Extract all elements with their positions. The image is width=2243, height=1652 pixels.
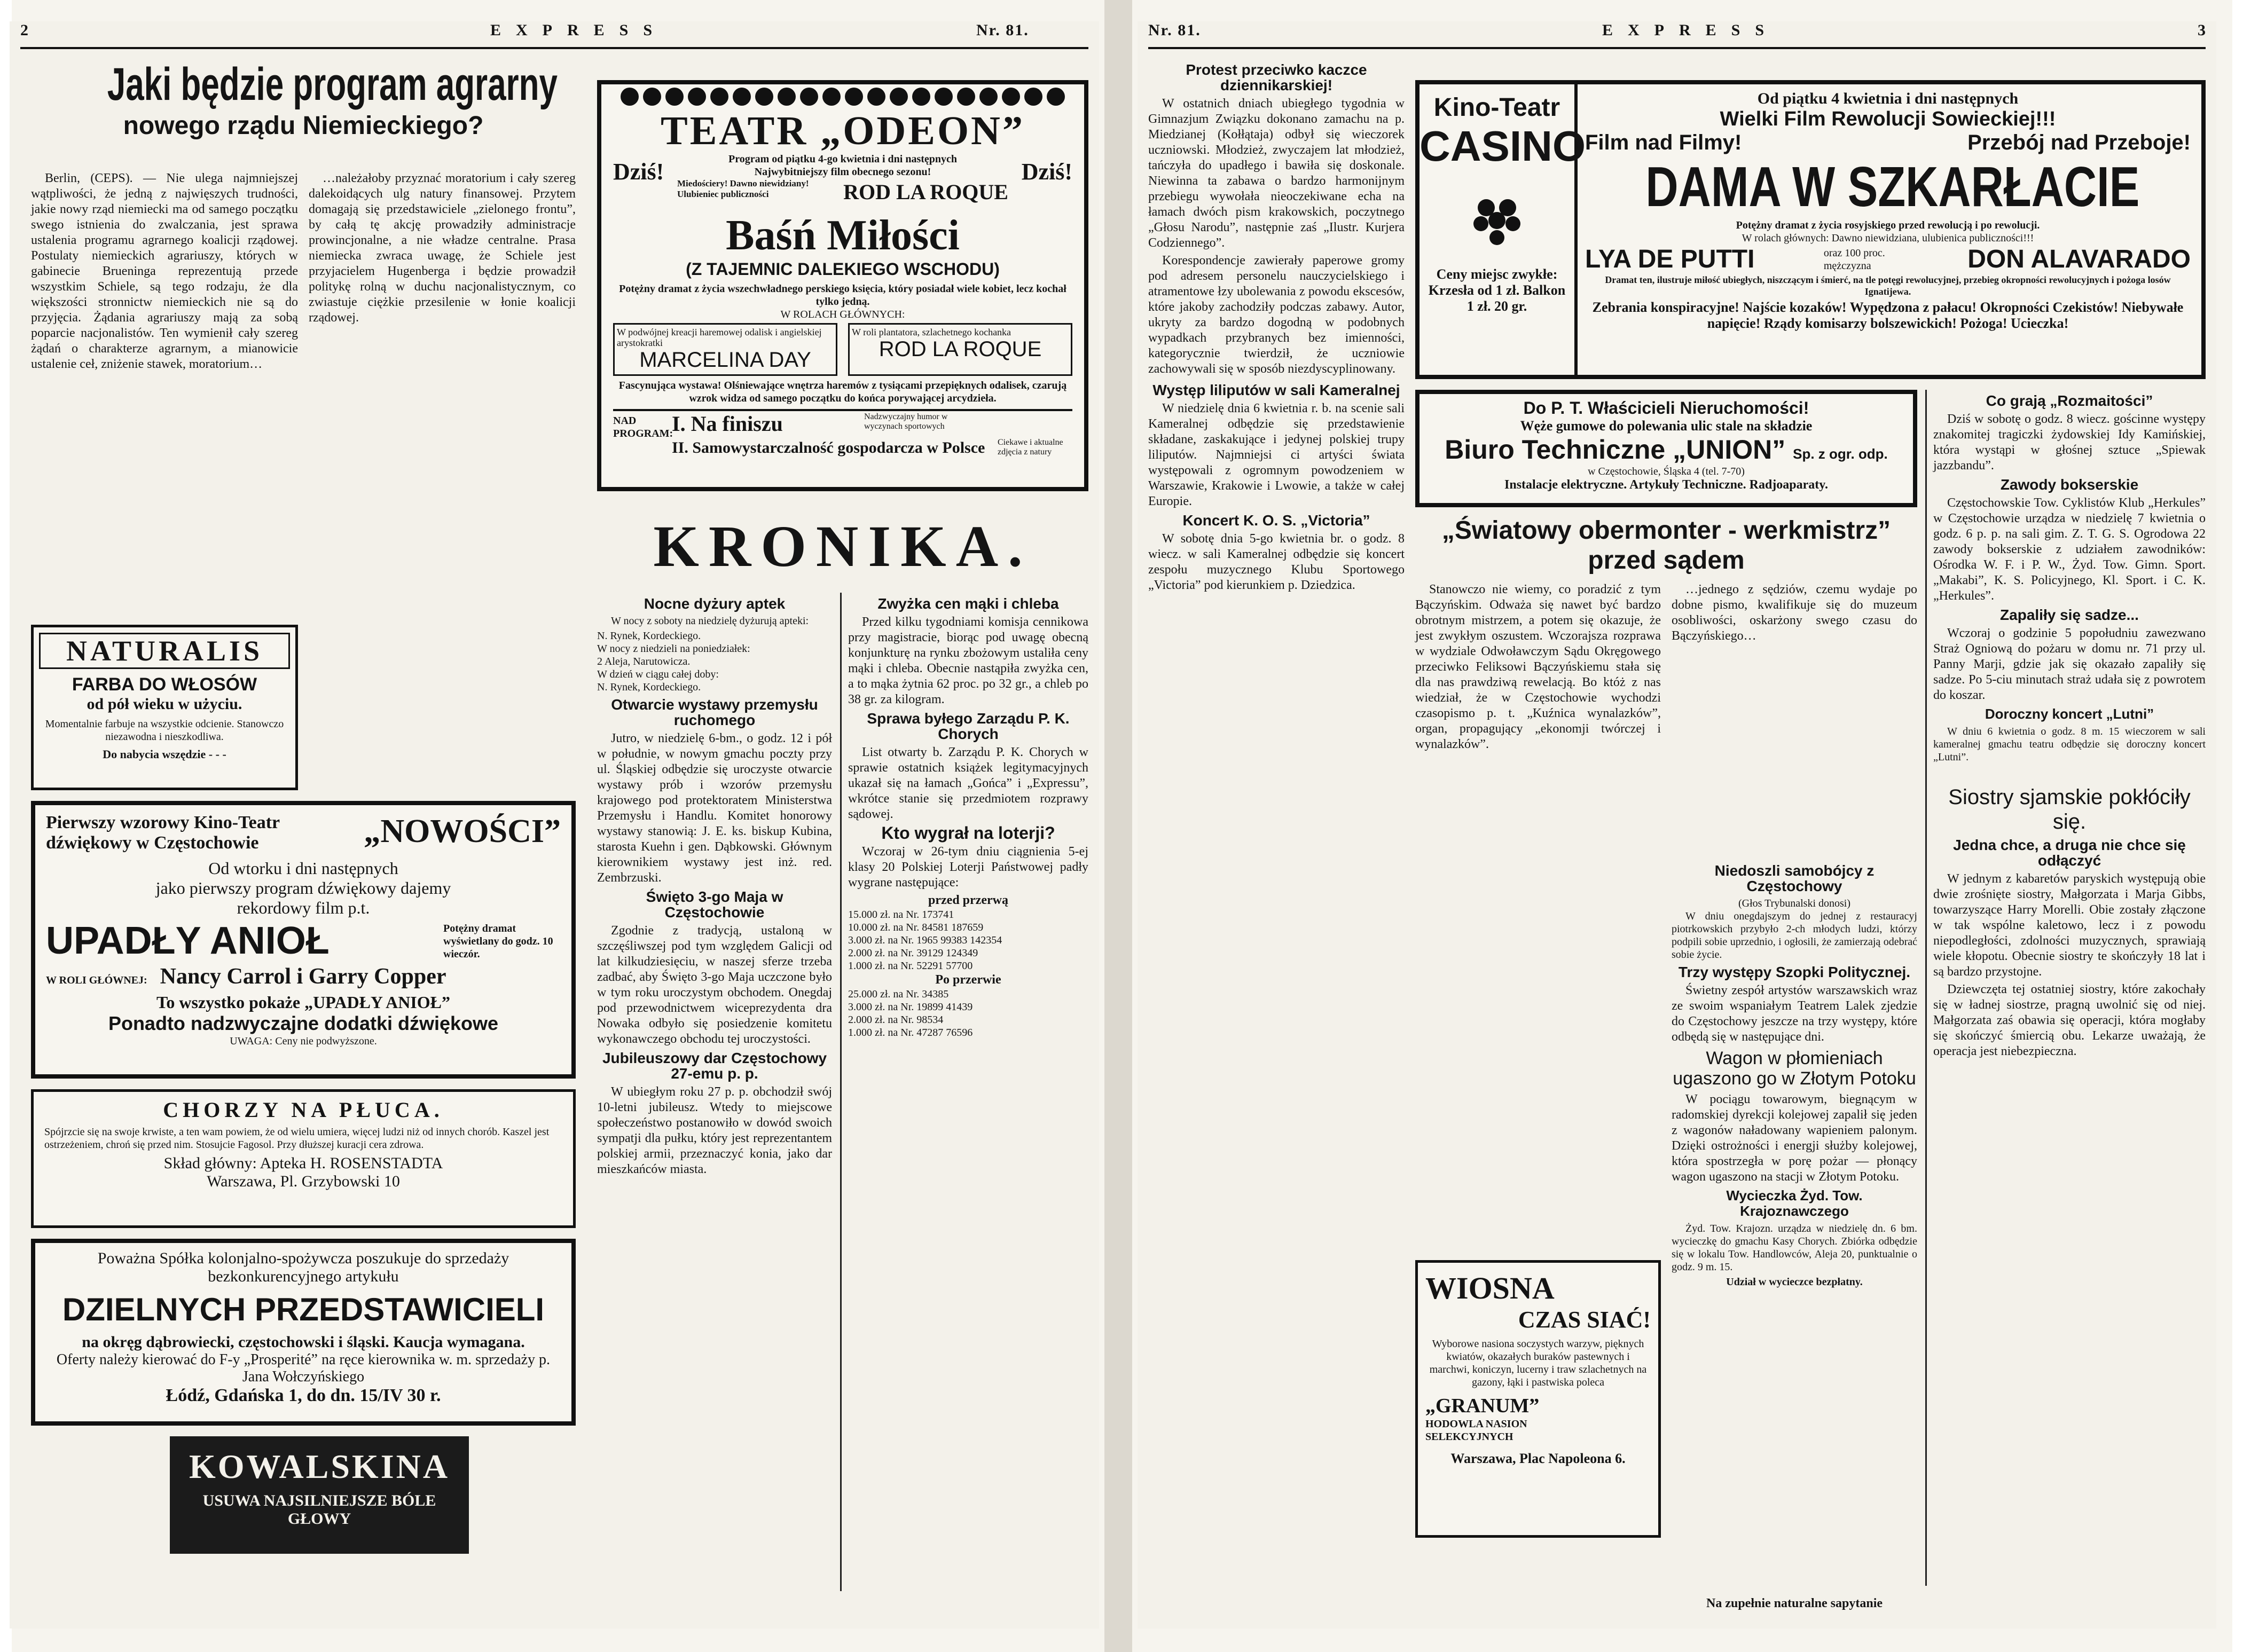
section-heading: Kto wygrał na loterji? xyxy=(881,823,1055,843)
article-text: …należałoby przyznać moratorium i cały szereg dalekoidących ulg natury finansowej. Przytem domagają się przedstawiciele „zielonego frontu”, by całą tę akcję prowadziły administracje prowincjonalne, a nie władze centralne. Prasa niemiecka zwraca uwagę, że Schiele jest przyjacielem Hugenberga i będzie prowadził politykę rolną w duchu nacjonalistycznym, co zwiastuje ciężkie przesilenie w łonie koalicji rządowej. xyxy=(309,171,576,325)
lottery-list xyxy=(848,908,1088,972)
article-text: W sobotę dnia 5-go kwietnia br. o godz. 8 wiecz. w sali Kameralnej odbędzie się koncert zespołu muzycznego Klubu Sportowego „Victoria” pod kierunkiem p. Dziedzica. xyxy=(1148,532,1405,592)
naturalis-ad xyxy=(31,625,298,790)
left-page xyxy=(10,21,1099,1629)
ad-body: Momentalnie farbuje na wszystkie odcienie. Stanowczo niezawodna i nieszkodliwa. xyxy=(45,718,284,743)
dot-ornament xyxy=(845,88,863,106)
section-heading: Koncert K. O. S. „Victoria” xyxy=(1182,512,1370,529)
today-left: Dziś! xyxy=(613,159,664,185)
dot-ornament xyxy=(912,88,930,106)
article-text: W jednym z kabaretów paryskich występują obie dwie zrośnięte siostry, Małgorzata i Marja Gibbs, towarzyszące Harry Morelli. Obie zostały złączone w tak wspólne kaletowo, lecz i z powodu niepodległości, zdolności muzycznych, sprawiają wiele kłopotu. Obecnie siostry te skończyły 18 lat i są bardzo przystojne. xyxy=(1933,872,2206,979)
head-rule xyxy=(20,47,1088,49)
dot-ornament xyxy=(665,88,684,106)
nowosci-ad xyxy=(31,801,576,1079)
role-name: ROD LA ROQUE xyxy=(879,337,1042,361)
section-heading: Doroczny koncert „Lutni” xyxy=(1985,706,2154,722)
article-text: Stanowczo nie wiemy, co poradzić z tym Bączyńskim. Odważa się nawet być bardzo obrotnym mistrzem, a potem się okazuje, że jest zwykłym oszustem. Wczorajsza rozprawa w wydziale Odwoławczym Sądu Okręgowego przeciwko Feliksowi Bączyńskiemu stała się dla nas prawdziwą rewelacją. Bo któż z nas wiedział, że w Częstochowie wychodzi czasopismo p. t. „Kuźnica wynalazków”, organ, propagujący „ekonomji twórczej i wynalazków”. xyxy=(1415,583,1661,751)
ad-brand: NATURALIS xyxy=(39,633,290,669)
lottery-subhead: Po przerwie xyxy=(935,973,1001,987)
article-text: W dniu onegdajszym do jednej z restauracyj piotrkowskich przybyło 2-ch młodych ludzi, którzy podpili sobie uprzednio, i ogłosili, że zamierzają odebrać sobie życie. xyxy=(1672,910,1917,961)
film-slogans: Zebrania konspiracyjne! Najście kozaków! Wypędzona z pałacu! Okropności Czekistów! Niebywałe napięcie! Rządy komisarzy bolszewickich! Pożoga! Ucieczka! xyxy=(1592,300,2184,331)
film-stars: Nancy Carrol i Garry Copper xyxy=(160,964,446,989)
section-heading: Sprawa byłego Zarządu P. K. Chorych xyxy=(867,710,1070,742)
ad-footer: Warszawa, Pl. Grzybowski 10 xyxy=(207,1173,400,1190)
article-text: W pociągu towarowym, biegnącym w radomskiej dyrekcji kolejowej zapalił się jeden z wagonów naładowany wapieniem palonym. Dzięki ostrożności i energji służby kolejowej, która spostrzegła w porę pożar — płonący wagon ugaszono na stacji w Złotym Potoku. xyxy=(1672,1092,1917,1184)
section-heading: Trzy występy Szopki Politycznej. xyxy=(1678,964,1911,980)
chorzy-ad xyxy=(31,1089,576,1228)
prosperite-ad xyxy=(31,1239,576,1426)
ad-subline: Węże gumowe do polewania ulic stale na składzie xyxy=(1520,418,1813,434)
casino-main xyxy=(1585,90,2191,332)
byline: (Głos Trybunalski donosi) xyxy=(1738,898,1851,909)
casino-sidebar xyxy=(1419,84,1586,375)
roles-label: W ROLACH GŁÓWNYCH: xyxy=(780,309,905,320)
extra-item: II. Samowystarczalność gospodarcza w Polsce xyxy=(672,439,985,457)
ad-headline: WIOSNA xyxy=(1425,1271,1555,1305)
article-text: W niedzielę dnia 6 kwietnia r. b. na scenie sali Kameralnej odbędzie się przedstawienie składane, zaskakujące i jedynej polskiej trupy liliputów. Najmniejsi ci artyści świata występowali z ogromnym powodzeniem w Warszawie, Krakowie i Lwowie, a także w całej Europie. xyxy=(1148,402,1405,508)
ad-headline: Do P. T. Właścicieli Nieruchomości! xyxy=(1523,398,1809,418)
ad-regions: na okręg dąbrowiecki, częstochowski i śląski. Kaucja wymagana. xyxy=(82,1333,525,1351)
section-heading: Co grają „Rozmaitości” xyxy=(1986,392,2153,409)
dot-ornament xyxy=(733,88,751,106)
company-suffix: Sp. z ogr. odp. xyxy=(1793,446,1888,462)
program-intro: Program od piątku 4-go kwietnia i dni następnych xyxy=(728,153,958,165)
article-text: Zgodnie z tradycją, ustaloną w szczęśliwszej pod tym względem Galicji od lat kilkudziesięciu, w naszej sferze trzeba zadbać, aby Święto 3-go Maja uczczone było w tym roku uroczystym obchodem. Onegdaj pod przewodnictwem wiceprezydenta dra Nowaka odbyło się posiedzenie komitetu wykonawczego obchodu tej uroczystości. xyxy=(597,924,832,1046)
dot-ornament xyxy=(890,88,908,106)
obermonter-headline: „Światowy obermonter - werkmistrz” przed sądem xyxy=(1441,516,1891,575)
list-item: 3.000 zł. na Nr. 19899 41439 xyxy=(848,1001,973,1013)
ad-tagline: USUWA NAJSILNIEJSZE BÓLE GŁOWY xyxy=(202,1492,436,1528)
tagline: Przebój nad Przeboje! xyxy=(1967,131,2191,154)
section-heading: Święto 3-go Maja w Częstochowie xyxy=(646,888,783,921)
ticket-prices: Ceny miejsc zwykłe: Krzesła od 1 zł. Balkon 1 zł. 20 gr. xyxy=(1428,266,1566,314)
cinema-name: „NOWOŚCI” xyxy=(364,813,561,849)
article-text: Częstochowskie Tow. Cyklistów Klub „Herkules” w Częstochowie urządza w niedzielę 7 kwietnia o godz. 6 p. p. na sali gim. Z. T. G. S. Ogrodowa 22 zawody bokserskie z udziałem zawodników: Ośrodka W. F. i P. W., Żyd. Tow. Gimn. Sport. „Makabi”, K. S. Policyjnego, Kl. Sport. i C. K. „Herkules”. xyxy=(1933,496,2206,603)
extra-note: Nadzwyczajny humor w wyczynach sportowych xyxy=(864,412,948,431)
ad-headline: CZAS SIAĆ! xyxy=(1518,1307,1651,1333)
film-subtitle: (Z TAJEMNIC DALEKIEGO WSCHODU) xyxy=(686,259,1000,279)
ad-line: Od wtorku i dni następnych xyxy=(208,859,398,878)
dot-ornament xyxy=(822,88,841,106)
company-name xyxy=(1428,434,1904,465)
ad-footer: Ponadto nadzwyczajne dodatki dźwiękowe xyxy=(108,1012,499,1034)
company-services: Instalacje elektryczne. Artykuły Techniczne. Radjoaparaty. xyxy=(1504,478,1828,492)
role-box xyxy=(613,323,837,376)
ad-line: Poważna Spółka kolonjalno-spożywcza poszukuje do sprzedaży bezkonkurencyjnego artykułu xyxy=(97,1249,509,1285)
kronika-column-1 xyxy=(597,593,832,1596)
list-item: W nocy z niedzieli na poniedziałek: xyxy=(597,643,750,655)
section-heading: Protest przeciwko kaczce dziennikarskiej! xyxy=(1186,61,1367,93)
ad-body: Spójrzcie się na swoje krwiste, a ten wam powiem, że od wielu umiera, więcej ludzi niż od innych chorób. Kaszel jest ostrzeżeniem, chroń się przed nim. Stosujcie Fagosol. Przy dłuższej kuracji cera zdrowa. xyxy=(44,1126,550,1151)
section-heading: Siostry sjamskie pokłóciły się. xyxy=(1948,785,2191,833)
article-text: Żyd. Tow. Krajozn. urządza w niedzielę dn. 6 bm. wycieczkę do gmachu Kasy Chorych. Zbiórka odbędzie się w lokalu Tow. Handlowców, Aleja 20, punktualnie o godz. 9 m. 15. xyxy=(1672,1223,1917,1273)
role-desc: W roli plantatora, szlachetnego kochanka xyxy=(852,327,1011,337)
film-title: Baśń Miłości xyxy=(726,212,960,259)
head-rule xyxy=(1148,47,2206,49)
lottery-subhead: przed przerwą xyxy=(928,893,1008,907)
company-address: Warszawa, Plac Napoleona 6. xyxy=(1450,1451,1626,1466)
subheadline: nowego rządu Niemieckiego? xyxy=(123,112,484,140)
protest-column xyxy=(1148,59,1405,376)
obermonter-column-2 xyxy=(1672,582,1917,849)
article-text: Wczoraj o godzinie 5 popołudniu zawezwano Straż Ogniową do pożaru w domu nr. 71 przy ul. Panny Marji, gdzie jak się okazało zapaliły się sadze. Po 5-ciu minutach straż udała się z powrotem do koszar. xyxy=(1933,626,2206,702)
list-item: 1.000 zł. na Nr. 52291 57700 xyxy=(848,960,973,972)
company-title: Biuro Techniczne „UNION” xyxy=(1445,435,1786,465)
ad-line: Pierwszy wzorowy Kino-Teatr xyxy=(46,813,280,832)
ad-address: Łódź, Gdańska 1, do dn. 15/IV 30 r. xyxy=(166,1386,441,1405)
star-link: oraz 100 proc. mężczyzna xyxy=(1823,247,1885,272)
theatre-name: TEATR „ODEON” xyxy=(661,108,1025,153)
agrarian-heading xyxy=(31,59,576,166)
star-name: LYA DE PUTTI xyxy=(1585,245,1755,273)
right-column-3 xyxy=(1672,860,1917,1586)
headline: Jaki będzie program agrarny xyxy=(107,59,558,110)
kowalskina-ad xyxy=(170,1436,469,1554)
list-item: 10.000 zł. na Nr. 84581 187659 xyxy=(848,922,984,933)
list-item: 2 Aleja, Narutowicza. xyxy=(597,656,691,667)
article-text: List otwarty b. Zarządu P. K. Chorych w sprawie ostatnich książek legitymacyjnych ukazał się na łamach „Gońca” i „Expressu”, wkrótce stanie się przedmiotem rozprawy sądowej. xyxy=(848,745,1088,821)
ad-line: rekordowy film p.t. xyxy=(237,898,370,917)
ad-body: Wyborowe nasiona soczystych warzyw, pięknych kwiatów, okazałych buraków pastewnych i marchwi, koniczyn, lucerny i traw szlachetnych na gazony, łąki i pastwiska poleca xyxy=(1429,1338,1647,1388)
footer-line: Na zupełnie naturalne sapytanie xyxy=(1706,1596,1883,1610)
dot-ornament xyxy=(1047,88,1065,106)
dot-ornament xyxy=(867,88,885,106)
article-text: W dniu 6 kwietnia o godz. 8 m. 15 wieczorem w sali kameralnej gmachu teatru odbędzie się doroczny koncert „Lutni”. xyxy=(1933,726,2206,763)
list-item: 25.000 zł. na Nr. 34385 xyxy=(848,988,949,1000)
kronika-column-2 xyxy=(848,593,1088,1596)
wiosna-ad xyxy=(1415,1260,1661,1538)
column-rule xyxy=(1925,390,1927,1586)
taglines xyxy=(1585,131,2191,155)
role-box xyxy=(848,323,1072,376)
casino-ad xyxy=(1415,80,2206,379)
masthead: EXPRESS xyxy=(1602,21,1779,39)
film-description: Potężny dramat z życia wszechwładnego perskiego księcia, który posiadał wiele kobiet, lecz kochał tylko jedną. xyxy=(619,283,1066,308)
right-column-4 xyxy=(1933,390,2206,1586)
article-text: Przed kilku tygodniami komisja cennikowa przy magistracie, biorąc pod uwagę obecną konjunkturę na rynku zbożowym ustaliła ceny mąki i chleba. Obecnie nastąpiła zwyżka cen, a to mąka żytnia 62 proc. po 32 gr., a chleb po 38 gr. za kilogram. xyxy=(848,615,1088,706)
section-heading: Zapaliły się sadze... xyxy=(2000,607,2139,623)
masthead: EXPRESS xyxy=(490,21,668,39)
company-desc: HODOWLA NASION SELEKCYJNYCH xyxy=(1425,1418,1527,1443)
section-subheading: Jedna chce, a druga nie chce się odłączyć xyxy=(1953,837,2186,869)
role-name: MARCELINA DAY xyxy=(639,348,811,372)
article-text: Korespondencje zawierały paperowe gromy pod adresem personelu nauczycielskiego i atramentowe łzy ubolewania z powodu ekscesów, które jakoby zachodziły podczas zabawy. Autor, ukryty za bardzo dogodną w podobnych wypadkach przybranych bez imienności, kategorycznie twierdził, że uczniowie zachowywali się w sposób niezdyscyplinowany. xyxy=(1148,254,1405,376)
company-name: „GRANUM” xyxy=(1425,1395,1540,1417)
article-text: W nocy z soboty na niedzielę dyżurują apteki: xyxy=(611,615,809,627)
list-item: 1.000 zł. na Nr. 47287 76596 xyxy=(848,1027,973,1039)
article-text: W ostatnich dniach ubiegłego tygodnia w Gimnazjum Związku dokonano zamachu na p. Miedzianej (Kołłątaja) odbył się wieczorek uczniowski. Młodzież, zwyczajem lat młodzież, tańczyła do upadłego i bawiła się doskonale. Niewinna ta zabawa o bardzo harmonijnym przebiegu wywołała nieoczekiwane echa na łamach dwóch pism krakowskich, poczytnego „Głosu Narodu”, następnie zaś „Ilustr. Kurjera Codziennego”. xyxy=(1148,97,1405,250)
article-text: Dziś w sobotę o godz. 8 wiecz. gościnne występy znakomitej tragiczki żydowskiej Idy Kamińskiej, która wystąpi w głośnej sztuce „Spiewak jazzbandu”. xyxy=(1933,412,2206,473)
film-description: W rolach głównych: Dawno niewidziana, ulubienica publiczności!!! xyxy=(1742,232,2034,244)
dot-ornament xyxy=(710,88,728,106)
ad-extra: To wszystko pokaże „UPADŁY ANIOŁ” xyxy=(156,993,450,1012)
section-heading: Niedoszli samobójcy z Częstochowy xyxy=(1714,862,1875,894)
page-number: 2 xyxy=(20,21,28,39)
dots-border xyxy=(613,88,1072,109)
ad-title: CHORZY NA PŁUCA. xyxy=(163,1098,444,1122)
company-address: w Częstochowie, Śląska 4 (tel. 7-70) xyxy=(1588,466,1745,477)
article-text: Wczoraj w 26-tym dniu ciągnienia 5-ej klasy 20 Polskiej Loterji Państwowej padły wygrane następujące: xyxy=(848,845,1088,890)
extra-item: I. Na finiszu xyxy=(672,412,783,436)
right-page xyxy=(1138,21,2216,1629)
article-text: W ubiegłym roku 27 p. p. obchodził swój 10-letni jubileusz. Wtedy to miejscowe społeczeństwo postanowiło w dowód swoich sympatji dla pułku, który jest reprezentantem polskiej armii, przeznaczyć konia, jako dar mieszkańców miasta. xyxy=(597,1085,832,1176)
section-heading: Wagon w płomieniach ugaszono go w Złotym Potoku xyxy=(1673,1048,1916,1089)
extra-program-label: NAD PROGRAM: xyxy=(613,415,673,439)
section-heading: Wycieczka Żyd. Tow. Krajoznawczego xyxy=(1726,1187,1863,1219)
article-text: …jednego z sędziów, czemu wydaje po dobne pismo, kwalifikuje się do muzeum osobliwości, oskarżony swego czasu do Bączyńskiego… xyxy=(1672,583,1917,643)
dot-ornament xyxy=(935,88,953,106)
grapes-icon xyxy=(1465,186,1529,250)
list-item: 15.000 zł. na Nr. 173741 xyxy=(848,909,954,921)
issue-number: Nr. 81. xyxy=(976,21,1029,39)
tagline: Film nad Filmy! xyxy=(1585,131,1742,154)
section-heading: Zawody bokserskie xyxy=(2000,476,2139,493)
program-intro: Wielki Film Rewolucji Sowieckiej!!! xyxy=(1720,108,2056,130)
article-text: Świetny zespół artystów warszawskich wraz ze swoim wspaniałym Teatrem Lalek zjedzie do Częstochowy jeszcze na trzy występy, które odbędą się w następujące dni. xyxy=(1672,984,1917,1044)
ad-note: UWAGA: Ceny nie podwyższone. xyxy=(230,1035,377,1047)
list-item: N. Rynek, Kordeckiego. xyxy=(597,630,701,642)
list-item: W dzień w ciągu całej doby: xyxy=(597,668,719,680)
ad-footer: Skład główny: Apteka H. ROSENSTADTA xyxy=(163,1154,443,1172)
dot-ornament xyxy=(800,88,818,106)
star-note: Miedościery! Dawno niewidziany! Ulubieniec publiczności xyxy=(677,178,809,199)
dot-ornament xyxy=(621,88,639,106)
dot-ornament xyxy=(755,88,773,106)
ad-product: FARBA DO WŁOSÓW xyxy=(72,674,257,695)
section-heading: Występ liliputów w sali Kameralnej xyxy=(1152,382,1400,398)
right-column-1 xyxy=(1148,379,1405,1586)
article-text: Dziewczęta tej ostatniej siostry, które zakochały się w ładnej siostrze, pragną uwolnić się od niej. Małgorzata zaś obawia się operacji, która mogłaby się skończyć śmiercią obu. Lekarze uważają, że operacja jest niebezpieczna. xyxy=(1933,982,2206,1058)
ad-side-note: Potężny dramat wyświetlany do godz. 10 wieczór. xyxy=(443,923,553,960)
lottery-list xyxy=(848,988,1088,1039)
dot-ornament xyxy=(979,88,998,106)
ad-tagline: od pół wieku w użyciu. xyxy=(87,695,242,713)
obermonter-column-1 xyxy=(1415,582,1661,988)
star-name: DON ALAVARADO xyxy=(1967,245,2191,273)
ad-line: jako pierwszy program dźwiękowy dajemy xyxy=(155,878,451,898)
list-item: N. Rynek, Kordeckiego. xyxy=(597,681,701,693)
roles-label: W ROLI GŁÓWNEJ: xyxy=(46,974,147,986)
today-right: Dziś! xyxy=(1021,159,1072,185)
page-gutter xyxy=(1104,0,1132,1652)
dot-ornament xyxy=(1002,88,1020,106)
film-title: UPADŁY ANIOŁ xyxy=(46,919,330,962)
ad-footer: Do nabycia wszędzie - - - xyxy=(103,748,226,761)
program-intro: Od piątku 4 kwietnia i dni następnych xyxy=(1757,90,2019,107)
union-ad xyxy=(1415,390,1917,507)
film-stars xyxy=(1585,245,2191,274)
article-text: Berlin, (CEPS). — Nie ulega najmniejszej wątpliwości, że jedną z najwięszych trudności, jakie nowy rząd niemiecki ma od samego początku swego istnienia do zwalczania, jest sprawa ustalenia programu agrarnego koalicji rządowej. Postulaty niemieckich agrariuszy, których w gabinecie Brueninga reprezentują przede wszystkim Schiele, są tego rodzaju, że dla większości stronnictw niemieckich nie są do przyjęcia. Żądania agrariuszy mają za sobą poparcie nacjonalistów. Ten wymienił cały szereg żądań o charakterze agrarnym, a mianowicie ustalenie ceł, zniżenie stawek, moratorium… xyxy=(31,171,298,371)
cinema-name: CASINO xyxy=(1419,122,1586,170)
ad-brand: KOWALSKINA xyxy=(189,1448,450,1485)
list-item: 2.000 zł. na Nr. 39129 124349 xyxy=(848,947,978,959)
star-main: ROD LA ROQUE xyxy=(843,180,1008,204)
section-heading: Zwyżka cen mąki i chleba xyxy=(877,595,1059,612)
program-intro: Najwybitniejszy film obecnego sezonu! xyxy=(754,166,931,178)
article-footer: Udział w wycieczce bezpłatny. xyxy=(1726,1276,1863,1288)
film-description: Potężny dramat z życia rosyjskiego przed rewolucją i po rewolucji. xyxy=(1736,219,2040,231)
ad-line: Oferty należy kierować do F-y „Prosperité” na ręce kierownika w. m. sprzedaży p. Jana Wołczyńskiego xyxy=(56,1351,551,1385)
film-title: DAMA W SZKARŁACIE xyxy=(1645,155,2140,218)
agrarian-column-2 xyxy=(309,171,576,796)
section-heading: Nocne dyżury aptek xyxy=(644,595,786,612)
section-heading: Jubileuszowy dar Częstochowy 27-emu p. p. xyxy=(602,1050,827,1082)
cinema-label: Kino-Teatr xyxy=(1433,93,1560,122)
film-description: Dramat ten, ilustruje miłość ubiegłych, niszczącym i śmierć, na tle potęgi rewolucyjnej, przebieg okropności rewolucyjnych i pożoga losów Ignatijewa. xyxy=(1605,274,2171,297)
dot-ornament xyxy=(957,88,975,106)
dot-ornament xyxy=(1024,88,1042,106)
section-heading: Otwarcie wystawy przemysłu ruchomego xyxy=(611,696,818,728)
article-text: Jutro, w niedzielę 6-bm., o godz. 12 i pół w południe, w nowym gmachu poczty przy ul. Śląskiej odbędzie się uroczyste otwarcie wystawy prób i wzorów przemysłu krajowego pod protektoratem Ministerstwa Przemysłu i Handlu. Komitet honorowy wystawy stanowią: J. E. ks. biskup Kubina, starosta Kuehn i gen. Dąbkowski. Głównym kierownikiem wystawy jest inż. red. Zembrzuski. xyxy=(597,731,832,885)
dot-ornament xyxy=(778,88,796,106)
ad-headline: DZIELNYCH PRZEDSTAWICIELI xyxy=(62,1292,545,1327)
dot-ornament xyxy=(688,88,706,106)
odeon-ad xyxy=(597,80,1088,491)
extra-note: Ciekawe i aktualne zdjęcia z natury xyxy=(998,438,1063,457)
ad-bottom-text: Fascynująca wystawa! Olśniewające wnętrza haremów z tysiącami przepięknych odalisek, czarują wzrok widza od samego początku do końca porywającej arcydzieła. xyxy=(618,380,1067,404)
column-rule xyxy=(840,593,842,1591)
role-desc: W podwójnej kreacji haremowej odalisk i angielskiej arystokratki xyxy=(617,327,822,348)
issue-number: Nr. 81. xyxy=(1148,21,1201,39)
kronika-title: KRONIKA. xyxy=(653,514,1032,579)
list-item: 3.000 zł. na Nr. 1965 99383 142354 xyxy=(848,934,1002,946)
agrarian-column-1 xyxy=(31,171,298,625)
pharmacy-list xyxy=(597,630,832,694)
dot-ornament xyxy=(643,88,661,106)
ad-line: dźwiękowy w Częstochowie xyxy=(46,833,259,853)
page-number: 3 xyxy=(2198,21,2206,39)
list-item: 2.000 zł. na Nr. 98534 xyxy=(848,1014,944,1026)
